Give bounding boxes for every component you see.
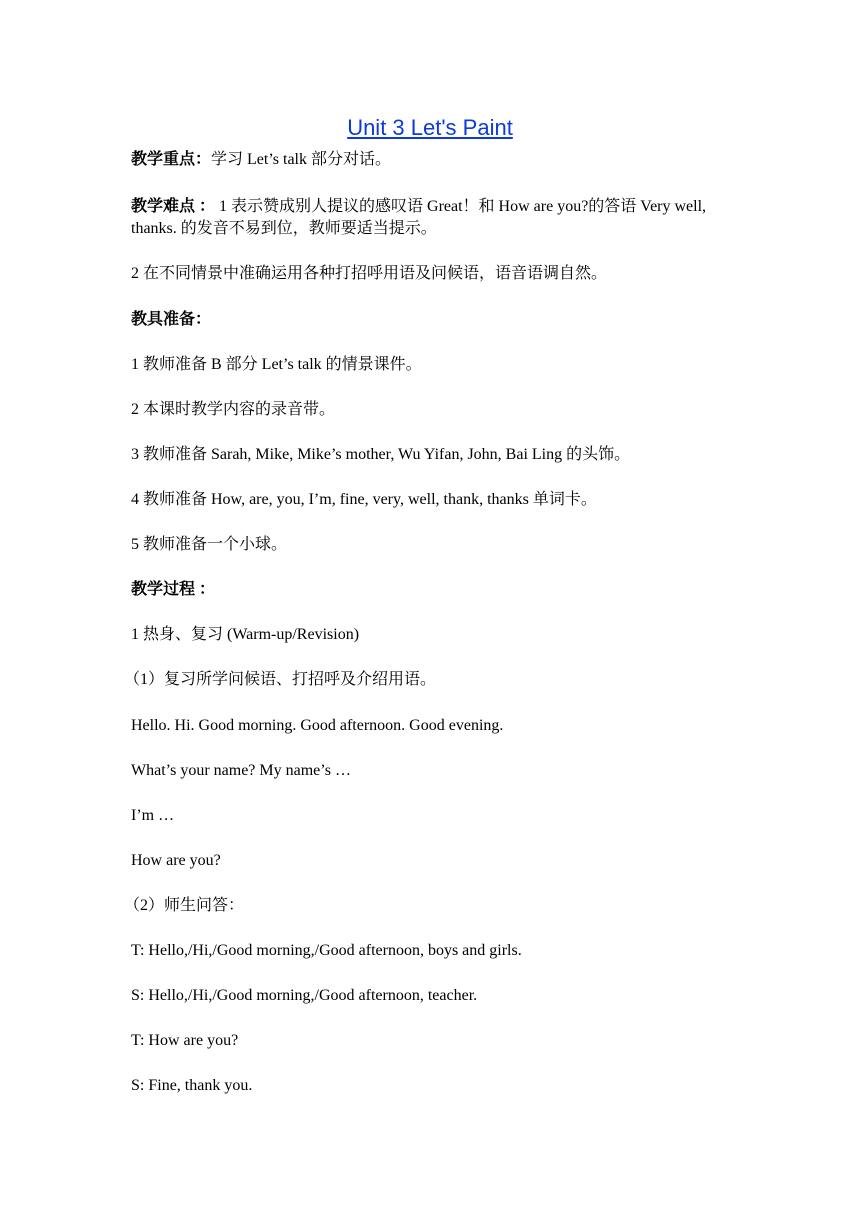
process-line: 1 热身、复习 (Warm-up/Revision) xyxy=(131,626,360,643)
difficulty-label: 教学难点 ： xyxy=(131,198,216,215)
key-point-text: 学习 Let’s talk 部分对话。 xyxy=(211,151,392,168)
prep-item-4: 4 教师准备 How, are, you, I’m, fine, very, well, thank, thanks 单词卡。 xyxy=(131,491,597,508)
process-line: T: How are you? xyxy=(131,1032,239,1049)
process-line: What’s your name? My name’s … xyxy=(131,762,351,779)
prep-item-3: 3 教师准备 Sarah, Mike, Mike’s mother, Wu Yifan, John, Bai Ling 的头饰。 xyxy=(131,446,631,463)
prep-item-2: 2 本课时教学内容的录音带。 xyxy=(131,401,336,418)
difficulty-paragraph xyxy=(131,196,731,240)
document-title xyxy=(0,114,860,142)
process-line: S: Hello,/Hi,/Good morning,/Good afternoon, teacher. xyxy=(131,987,478,1004)
prep-heading: 教具准备： xyxy=(131,311,212,328)
process-line: Hello. Hi. Good morning. Good afternoon. Good evening. xyxy=(131,717,504,734)
process-line: （2）师生问答： xyxy=(124,897,245,914)
key-point-line xyxy=(131,149,731,171)
process-line: T: Hello,/Hi,/Good morning,/Good afternoon, boys and girls. xyxy=(131,942,522,959)
process-line: （1）复习所学问候语、打招呼及介绍用语。 xyxy=(124,671,437,688)
difficulty-item-2: 2 在不同情景中准确运用各种打招呼用语及问候语，语音语调自然。 xyxy=(131,265,608,282)
title-link[interactable]: Unit 3 Let's Paint xyxy=(347,115,513,140)
process-line: I’m … xyxy=(131,807,175,824)
difficulty-text: 1 表示赞成别人提议的感叹语 Great！和 How are you?的答语 Very well, thanks. 的发音不易到位，教师要适当提示。 xyxy=(131,198,707,237)
process-heading: 教学过程 ： xyxy=(131,581,216,598)
prep-item-1: 1 教师准备 B 部分 Let’s talk 的情景课件。 xyxy=(131,356,422,373)
process-line: How are you? xyxy=(131,852,221,869)
process-line: S: Fine, thank you. xyxy=(131,1077,253,1094)
prep-item-5: 5 教师准备一个小球。 xyxy=(131,536,288,553)
key-point-label: 教学重点： xyxy=(131,151,212,168)
